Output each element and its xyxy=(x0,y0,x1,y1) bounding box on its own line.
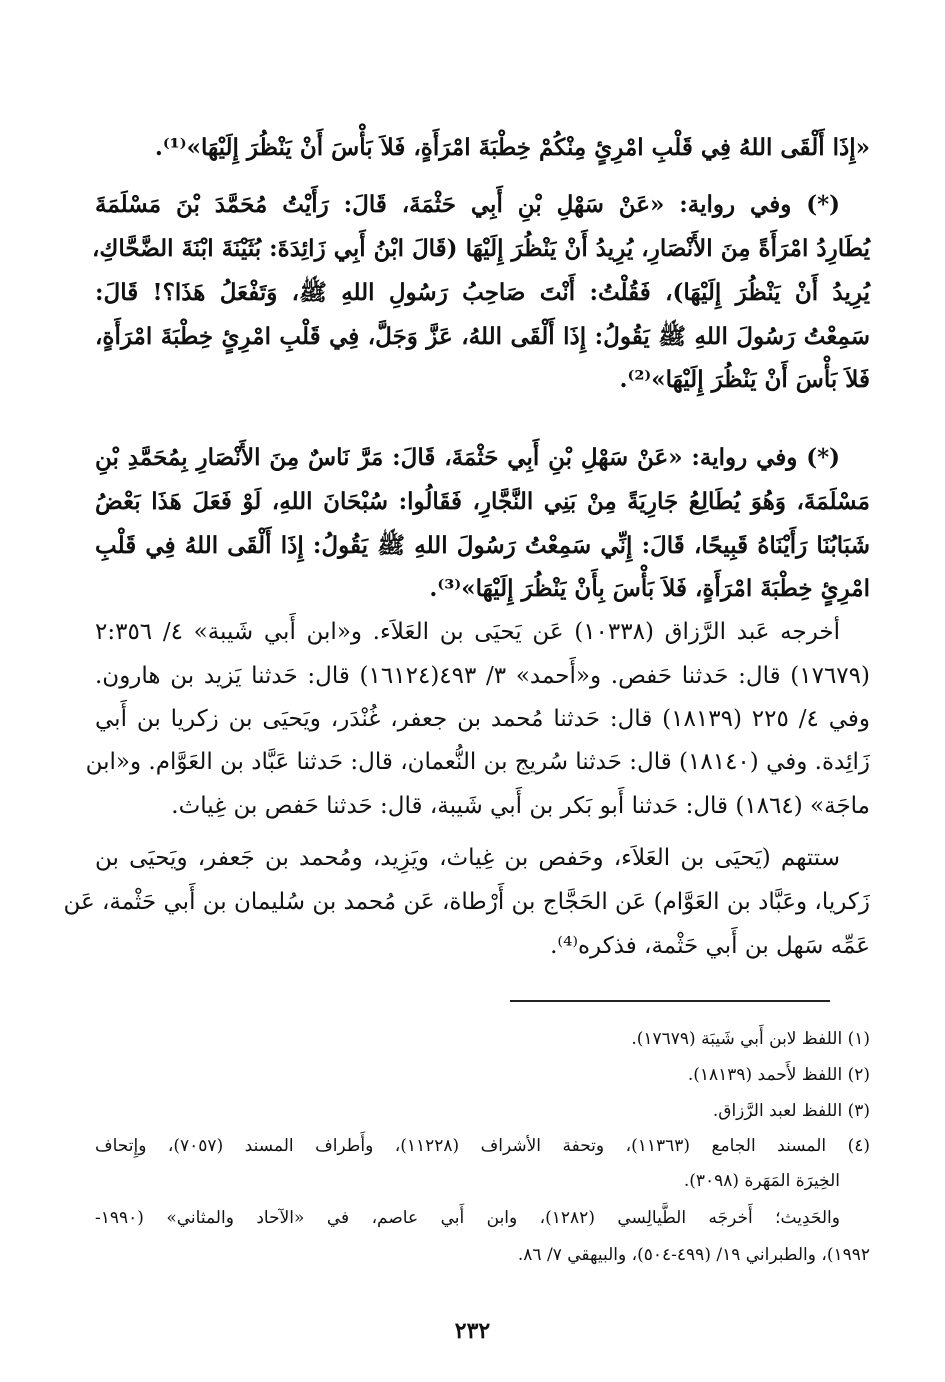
hadith-narration-line: يُرِيدُ أَنْ يَنْظُرَ إِلَيْهَا)، فَقُلْتُ: أَنْتَ صَاحِبُ رَسُولِ اللهِ ﷺ، وَتَفْعَلُ هَذَا؟! قَالَ: xyxy=(95,279,870,306)
takhrij-line: ماجَة» (١٨٦٤) قال: حَدثنا أَبو بَكر بن أَبي شَيبة، قال: حَدثنا حَفص بن غِياث. xyxy=(171,793,870,819)
isnad-line: عَمِّه سَهل بن أَبي حَثْمة، فذكره⁽⁴⁾. xyxy=(550,933,870,959)
footnote-separator xyxy=(510,1000,830,1002)
hadith-narration-line: شَبَابُنَا رَأَيْنَاهُ قَبِيحًا، قَالَ: إِنِّي سَمِعْتُ رَسُولَ اللهِ ﷺ يَقُولُ: إِذَا أَلْقَى اللهُ فِي قَلْبِ xyxy=(95,532,870,559)
isnad-line: ستتهم (يَحيَى بن العَلاَء، وحَفص بن غِياث، ويَزِيد، ومُحمد بن جَعفر، ويَحيَى بن xyxy=(95,845,840,871)
footnote: (٣) اللفظ لعبد الرَّزاق. xyxy=(712,1101,870,1121)
takhrij-line: وفي ٤/ ٢٢٥ (١٨١٣٩) قال: حَدثنا مُحمد بن جعفر، غُنْدَر، ويَحيَى بن زكريا بن أَبي xyxy=(95,706,870,732)
footnote-continuation: ١٩٩٢)، والطبراني ١٩/ (٤٩٩-٥٠٤)، والبيهقي ٧/ ٨٦. xyxy=(517,1245,870,1265)
hadith-narration-line: مَسْلَمَةَ، وَهُوَ يُطَالِعُ جَارِيَةً مِنْ بَنِي النَّجَّارِ، فَقَالُوا: سُبْحَانَ اللهِ، لَوْ فَعَلَ هَذَا بَعْضُ xyxy=(95,488,870,515)
footnote-continuation: الخِيرَة المَهَرة (٣٠٩٨). xyxy=(683,1171,840,1191)
takhrij-line: (١٧٦٧٩) قال: حَدثنا حَفص. و«أَحمد» ٣/ ٤٩٣(١٦١٢٤) قال: حَدثنا يَزيد بن هارون. xyxy=(95,663,870,689)
hadith-narration-line: فَلاَ بَأْسَ أَنْ يَنْظُرَ إِلَيْهَا»⁽²⁾. xyxy=(619,366,870,393)
hadith-narration-line: سَمِعْتُ رَسُولَ اللهِ ﷺ يَقُولُ: إِذَا أَلْقَى اللهُ، عَزَّ وَجَلَّ، فِي قَلْبِ امْرِئٍ خِطْبَةَ امْرَأَةٍ، xyxy=(95,323,870,350)
hadith-narration-line: (*) وفي رواية: «عَنْ سَهْلِ بْنِ أَبِي حَثْمَةَ، قَالَ: رَأَيْتُ مُحَمَّدَ بْنَ مَسْلَمَةَ xyxy=(95,191,840,218)
footnote-continuation: والحَدِيث؛ أَخرجَه الطَّيالِسي (١٢٨٢)، وابن أَبي عاصم، في «الآحاد والمثاني» (١٩٩٠- xyxy=(95,1208,840,1228)
footnote: (٢) اللفظ لأَحمد (١٨١٣٩). xyxy=(687,1065,870,1085)
hadith-narration-line: امْرِئٍ خِطْبَةَ امْرَأَةٍ، فَلاَ بَأْسَ بِأَنْ يَنْظُرَ إِلَيْهَا»⁽³⁾. xyxy=(429,575,870,602)
footnote: (٤) المسند الجامع (١١٣٦٣)، وتحفة الأشراف (١١٢٢٨)، وأَطراف المسند (٧٠٥٧)، وإِتحاف xyxy=(95,1136,870,1156)
takhrij-line: أخرجه عَبد الرَّزاق (١٠٣٣٨) عَن يَحيَى بن العَلاَء. و«ابن أَبي شَيبة» ٤/ ٢:٣٥٦ xyxy=(95,619,841,645)
hadith-narration-line: (*) وفي رواية: «عَنْ سَهْلِ بْنِ أَبِي حَثْمَةَ، قَالَ: مَرَّ نَاسٌ مِنَ الأَنْصَارِ بِمُحَمَّدِ بْنِ xyxy=(95,444,840,471)
takhrij-line: زَائِدة. وفي (١٨١٤٠) قال: حَدثنا سُريج بن النُّعمان، قال: حَدثنا عَبَّاد بن العَوَّام. و«ابن xyxy=(85,749,870,775)
hadith-narration-line: يُطَارِدُ امْرَأَةً مِنَ الأَنْصَارِ، يُرِيدُ أَنْ يَنْظُرَ إِلَيْهَا (قَالَ ابْنُ أَبِي زَائِدَةَ: بُثَيْنَةَ ابْنَةَ الضَّحَّاكِ، xyxy=(91,235,870,262)
footnote: (١) اللفظ لابن أَبي شَيبَة (١٧٦٧٩). xyxy=(631,1029,870,1049)
page-number: ٢٣٢ xyxy=(454,1318,491,1344)
isnad-line: زَكريا، وعَبَّاد بن العَوَّام) عَن الحَجَّاج بن أَرْطاة، عَن مُحمد بن سُليمان بن أَبي حَثْمة، عَن xyxy=(63,889,870,915)
hadith-text-line: «إِذَا أَلْقَى اللهُ فِي قَلْبِ امْرِئٍ مِنْكُمْ خِطْبَةَ امْرَأَةٍ، فَلاَ بَأْسَ أَنْ يَنْظُرَ إِلَيْهَا»⁽¹⁾. xyxy=(154,134,870,161)
